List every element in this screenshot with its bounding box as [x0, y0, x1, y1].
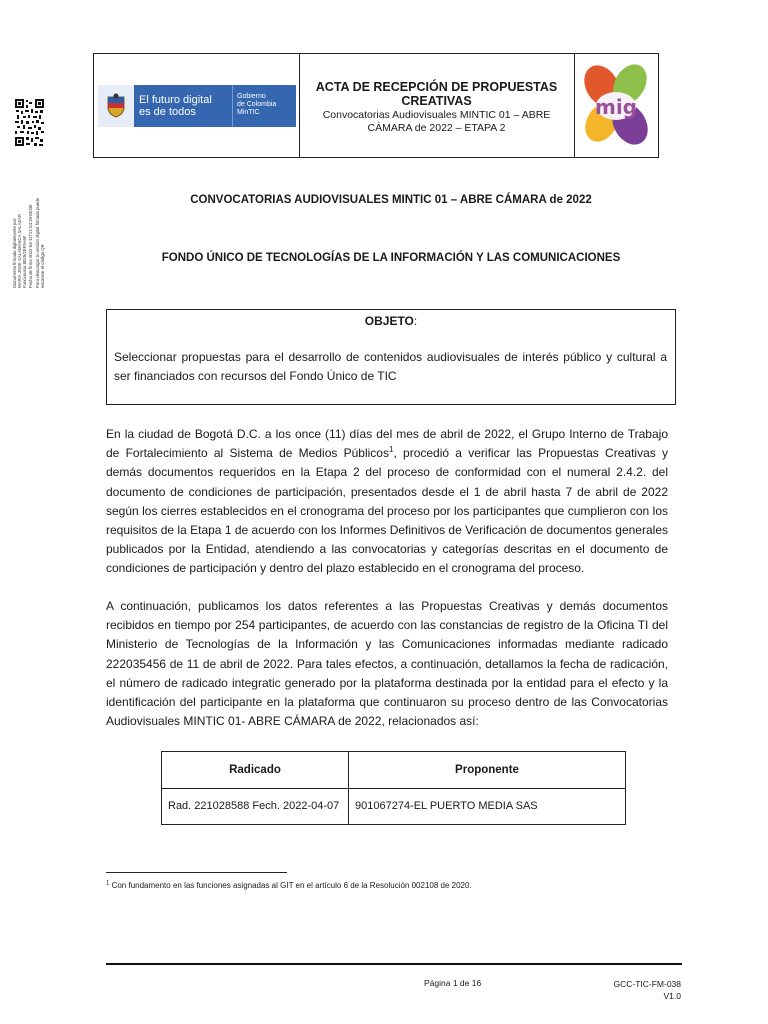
footnote-text: Con fundamento en las funciones asignadas al GIT en el artículo 6 de la Resolución 002108 de 2020. — [109, 881, 472, 890]
paragraph-1 — [106, 425, 668, 579]
signature-line: Para descargar la versión digital firmada puede — [34, 197, 40, 288]
document-subtitle: Convocatorias Audiovisuales MINTIC 01 – ABRE CÁMARA de 2022 – ETAPA 2 — [322, 109, 551, 134]
gobierno-banner — [98, 85, 296, 127]
footnote-divider — [106, 872, 287, 873]
paragraph-1-text: En la ciudad de Bogotá D.C. a los once (11) días del mes de abril de 2022, el Grupo Interno de Trabajo de Fortalecimiento al Sistema de Medios Públicos — [106, 427, 668, 461]
gov-line: de Colombia — [237, 101, 277, 108]
heading-convocatorias: CONVOCATORIAS AUDIOVISUALES MINTIC 01 – ABRE CÁMARA de 2022 — [190, 194, 592, 206]
gov-line: MinTIC — [237, 109, 260, 116]
objeto-text: Seleccionar propuestas para el desarrollo de contenidos audiovisuales de interés público y cultural a ser financiados con recursos del Fondo Único de TIC — [114, 350, 667, 383]
signature-line: Fecha de firma 2022-04-11T21:54:18-05:00 — [27, 204, 33, 288]
radicados-table — [161, 751, 626, 825]
gov-line: El futuro digital — [139, 94, 212, 106]
table-header: Proponente — [349, 752, 625, 789]
signature-line: MARIA JOSE SALAMANCA SALAZAR — [17, 213, 23, 288]
header-logo-cell — [94, 54, 300, 157]
page-number: Página 1 de 16 — [424, 978, 482, 988]
mig-logo-icon — [580, 60, 652, 152]
paragraph-1-text: , procedió a verificar las Propuestas Creativas y demás documentos requeridos en la Etapa 2 del proceso de conformidad con el numeral 2.4.2. del documento de condiciones de participación, presentados desde el 1 de abril hasta 7 de abril de 2022 según los cierres establecidos en el cronograma del proceso por los participantes que cumplieron con los requisitos de la Etapa 1 de acuerdo con los Informes Definitivos de Verificación de documentos generales publicados por la Entidad, atendiendo a las convocatorias y categorías descritas en el documento de condiciones de participación y dentro del plazo establecido en el cronograma del proceso. — [106, 446, 668, 576]
signature-line: Documento firmado digitalmente por: — [12, 217, 17, 288]
objeto-title — [107, 314, 675, 328]
document-header — [93, 53, 659, 158]
document-code — [600, 978, 681, 1002]
qr-code — [14, 98, 45, 147]
header-title-cell — [299, 54, 575, 157]
heading-fondo-unico: FONDO ÚNICO DE TECNOLOGÍAS DE LA INFORMACIÓN Y LAS COMUNICACIONES — [161, 252, 621, 264]
form-version: V1.0 — [663, 991, 681, 1001]
gov-line: es de todos — [139, 106, 196, 118]
form-code: GCC-TIC-FM-038 — [613, 979, 681, 989]
table-header: Radicado — [162, 752, 349, 789]
mig-logo-text: mig — [594, 95, 638, 119]
document-title: ACTA DE RECEPCIÓN DE PROPUESTAS CREATIVAS — [315, 80, 558, 108]
futuro-digital-text — [134, 85, 232, 127]
signature-line: Funcionario 8025/2EF9A6F — [22, 235, 28, 288]
coat-of-arms-icon — [98, 85, 134, 127]
signature-line: escanear el código QR — [40, 244, 46, 288]
objeto-box — [106, 309, 676, 405]
paragraph-2: A continuación, publicamos los datos referentes a las Propuestas Creativas y demás documentos recibidos en tiempo por 254 participantes, de acuerdo con las constancias de registro de la Oficina TI del Ministerio de Tecnologías de la Información y las Comunicaciones informadas mediante radicado 222035456 de 11 de abril de 2022. Para tales efectos, a continuación, detallamos la fecha de radicación, el número de radicado integratic generado por la plataforma destinada por la entidad para el efecto y la identificación del participante en la plataforma que continuaron su proceso dentro de las Convocatorias Audiovisuales MINTIC 01- ABRE CÁMARA de 2022, relacionados así: — [106, 599, 668, 729]
table-cell: Rad. 221028588 Fech. 2022-04-07 — [162, 789, 349, 824]
footnote-ref: 1 — [388, 445, 394, 455]
footnote — [106, 881, 472, 890]
objeto-colon: : — [413, 314, 418, 328]
objeto-label: OBJETO — [364, 314, 414, 328]
footer-divider — [106, 963, 682, 965]
table-cell: 901067274-EL PUERTO MEDIA SAS — [355, 800, 538, 812]
gobierno-colombia-text — [232, 85, 296, 127]
footnote-number: 1 — [106, 880, 110, 887]
header-right-logo-cell — [574, 54, 658, 157]
digital-signature-note — [12, 160, 54, 290]
gov-line: Gobierno — [237, 93, 266, 100]
